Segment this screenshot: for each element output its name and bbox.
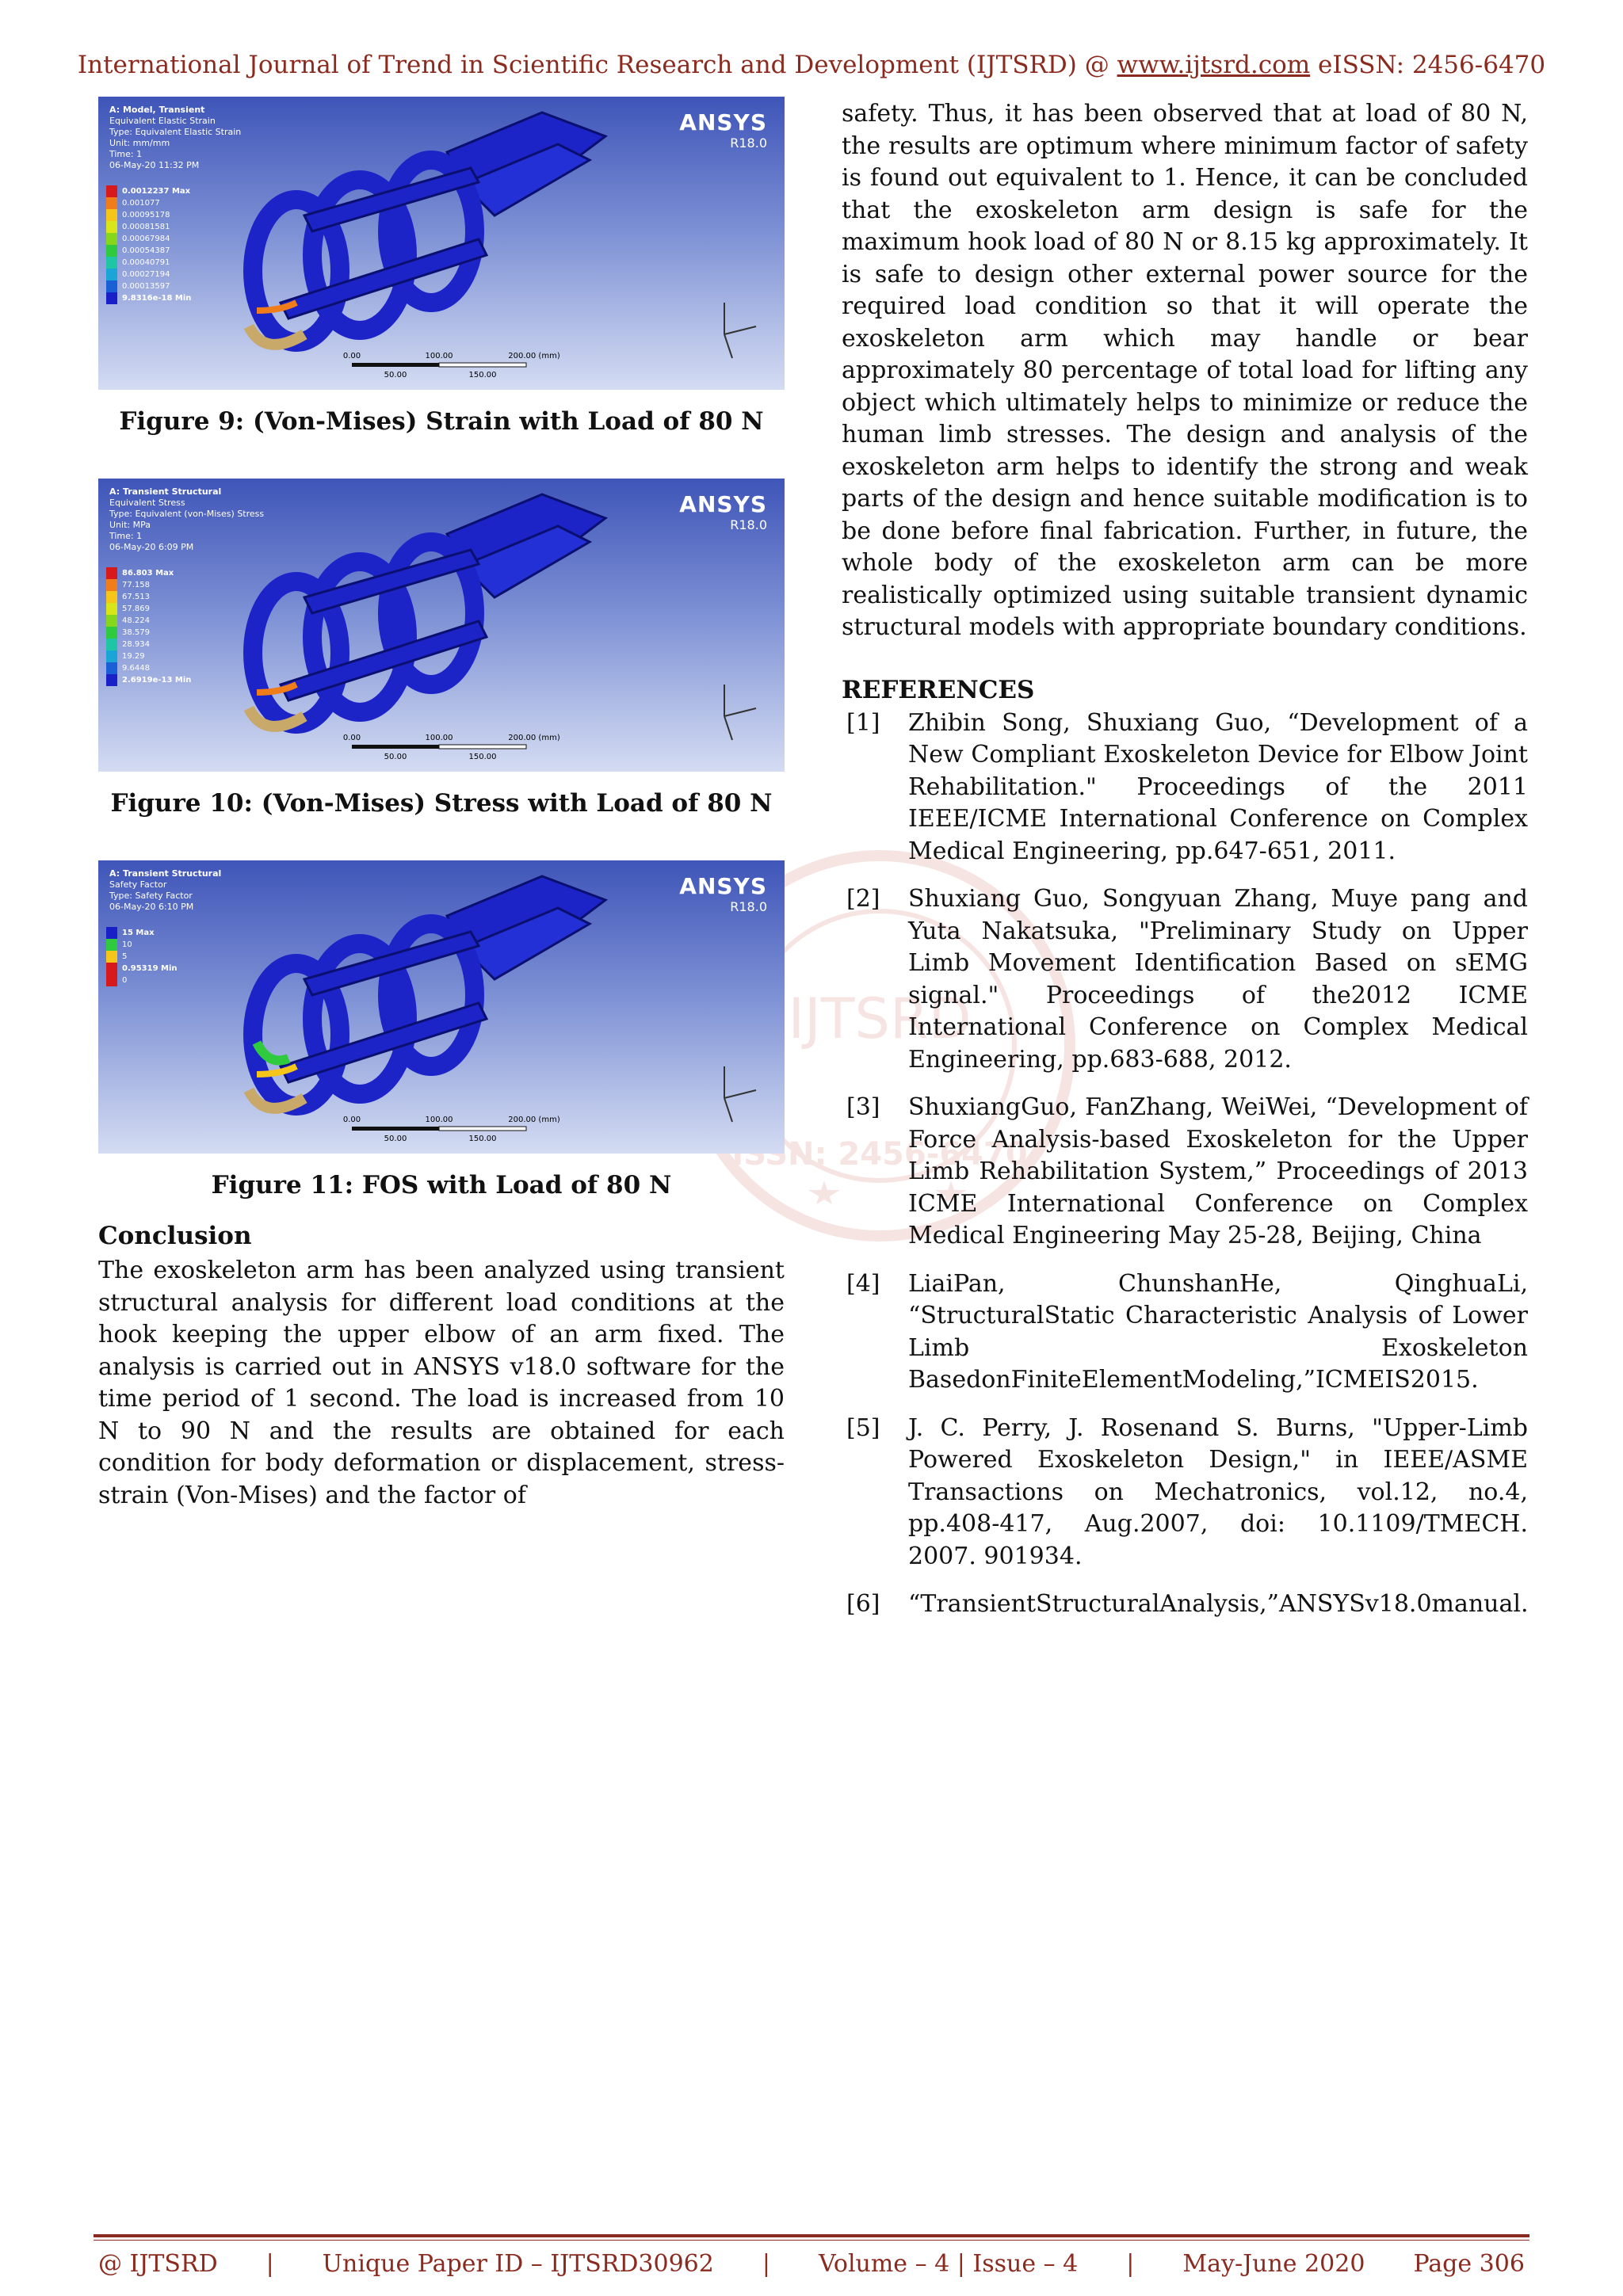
figure-9-info-line: Equivalent Elastic Strain [109,116,216,126]
page-footer [98,2250,1525,2278]
footer-volume: Volume – 4 | Issue – 4 [818,2250,1079,2278]
figure-10-info-title: A: Transient Structural [109,486,222,497]
journal-link[interactable]: www.ijtsrd.com [1117,51,1311,79]
reference-number: [3] [846,1093,880,1121]
color-scale-row [106,974,178,986]
figure-10-info-line: Unit: MPa [109,520,151,530]
reference-number: [5] [846,1413,880,1442]
figure-9-color-scale [106,185,191,304]
journal-header [0,51,1623,79]
figure-9-info-title: A: Model, Transient [109,105,205,115]
reference-item [842,1092,1528,1253]
figure-11-scale-ruler [336,1112,590,1147]
ruler-tick: 200.00 (mm) [508,352,560,360]
figure-9-info-line: 06-May-20 11:32 PM [109,160,200,170]
color-scale-row [106,674,191,686]
color-swatch [106,639,117,650]
ansys-logo [679,873,767,914]
color-scale-row [106,639,191,650]
figure-10-caption: Figure 10: (Von-Mises) Stress with Load of 80 N [110,789,773,818]
color-scale-label: 10 [122,940,132,949]
color-swatch [106,269,117,280]
reference-text: “TransientStructuralAnalysis,”ANSYSv18.0manual. [908,1590,1529,1618]
color-swatch [106,674,117,686]
color-scale-label: 9.6448 [122,664,150,673]
figure-11-info-title: A: Transient Structural [109,868,222,879]
ruler-tick: 150.00 [468,753,497,761]
color-swatch [106,209,117,221]
color-scale-row [106,197,191,209]
color-scale-row [106,292,191,304]
footer-paper-id: Unique Paper ID – IJTSRD30962 [322,2250,714,2278]
figure-10-image [98,479,785,772]
color-scale-label: 19.29 [122,652,145,661]
ruler-tick: 200.00 (mm) [508,1116,560,1124]
color-swatch [106,579,117,591]
left-column [98,97,785,1512]
figure-9-caption: Figure 9: (Von-Mises) Strain with Load of 80 N [119,407,764,436]
footer-date: May-June 2020 [1182,2250,1365,2278]
ruler-tick: 0.00 [342,352,361,360]
color-swatch [106,221,117,233]
color-swatch [106,591,117,603]
reference-item [842,1268,1528,1397]
figure-11-caption: Figure 11: FOS with Load of 80 N [211,1171,672,1199]
figure-9-image [98,97,785,390]
figure-10-info-line: Time: 1 [109,531,143,541]
color-swatch [106,939,117,951]
reference-item [842,1413,1528,1573]
figure-11-color-scale [106,927,178,986]
color-scale-label: 86.803 Max [122,569,174,578]
footer-journal: @ IJTSRD [98,2250,218,2278]
ruler-tick: 50.00 [384,371,407,379]
color-swatch [106,245,117,257]
reference-number: [2] [846,885,880,913]
reference-text: Shuxiang Guo, Songyuan Zhang, Muye pang and Yuta Nakatsuka, "Preliminary Study on Upper Limb Movement Identification Based on sEMG signal." Proceedings of the2012 ICME International Conference on Complex Medical Engineering, pp.683-688, 2012. [908,885,1528,1074]
references-list [842,707,1528,1621]
color-scale-row [106,591,191,603]
ruler-tick: 100.00 [425,734,453,742]
color-scale-label: 0.00095178 [122,211,170,219]
reference-item [842,1589,1528,1621]
color-swatch [106,627,117,639]
color-scale-row [106,662,191,674]
ruler-tick: 50.00 [384,753,407,761]
figure-10-scale-ruler [336,730,590,765]
color-swatch [106,963,117,974]
color-swatch [106,951,117,963]
color-scale-row [106,185,191,197]
ruler-tick: 0.00 [342,734,361,742]
conclusion-heading: Conclusion [98,1222,252,1250]
reference-number: [6] [846,1590,880,1618]
color-scale-row [106,245,191,257]
figure-10-info-line: Equivalent Stress [109,498,185,508]
figure-11-info-line: Safety Factor [109,879,167,890]
color-scale-label: 0.0012237 Max [122,187,191,196]
ruler-tick: 150.00 [468,371,497,379]
ruler-tick: 200.00 (mm) [508,734,560,742]
color-scale-row [106,233,191,245]
figure-10-color-scale [106,567,191,686]
footer-divider [94,2234,1529,2237]
ansys-brand: ANSYS [679,491,767,517]
color-scale-row [106,221,191,233]
color-scale-label: 77.158 [122,581,150,589]
color-swatch [106,197,117,209]
ruler-tick: 100.00 [425,352,453,360]
reference-text: Zhibin Song, Shuxiang Guo, “Development of a New Compliant Exoskeleton Device for Elbow Joint Rehabilitation." Proceedings of the 2011 IEEE/ICME International Conference on Complex Medical Engineering, pp.647-651, 2011. [908,708,1528,865]
right-column [842,98,1528,1637]
color-swatch [106,650,117,662]
figure-9-info-line: Unit: mm/mm [109,138,170,148]
color-swatch [106,257,117,269]
color-swatch [106,662,117,674]
color-swatch [106,974,117,986]
color-scale-label: 0.00054387 [122,246,170,255]
color-scale-label: 15 Max [122,929,155,937]
reference-item [842,707,1528,868]
reference-item [842,883,1528,1076]
color-swatch [106,927,117,939]
header-suffix: eISSN: 2456-6470 [1310,51,1546,79]
footer-separator: | [762,2250,770,2278]
color-scale-row [106,615,191,627]
color-scale-row [106,927,178,939]
color-scale-label: 2.6919e-13 Min [122,676,192,685]
figure-10 [98,479,785,818]
figure-11-image [98,860,785,1154]
reference-text: LiaiPan, ChunshanHe, QinghuaLi, “StructuralStatic Characteristic Analysis of Lower Limb Exoskeleton BasedonFiniteElementModeling,”ICMEIS2015. [908,1269,1528,1394]
ansys-version: R18.0 [730,899,767,914]
ansys-logo [679,491,767,532]
color-swatch [106,233,117,245]
color-scale-row [106,603,191,615]
figure-10-info-line: Type: Equivalent (von-Mises) Stress [109,509,265,519]
color-scale-row [106,567,191,579]
color-swatch [106,567,117,579]
figure-9 [98,97,785,436]
header-prefix: International Journal of Trend in Scientific Research and Development (IJTSRD) @ [77,51,1117,79]
reference-text: ShuxiangGuo, FanZhang, WeiWei, “Development of Force Analysis-based Exoskeleton for the Upper Limb Rehabilitation System,” Proceedings of 2013 ICME International Conference on Complex Medical Engineering May 25-28, Beijing, China [908,1093,1528,1249]
figure-9-info-line: Time: 1 [109,149,143,159]
color-scale-row [106,963,178,974]
conclusion-paragraph: The exoskeleton arm has been analyzed using transient structural analysis for different load conditions at the hook keeping the upper elbow of an arm fixed. The analysis is carried out in ANSYS v18.0 software for the time period of 1 second. The load is increased from 10 N to 90 N and the results are obtained for each condition for body deformation or displacement, stress- strain (Von-Mises) and the factor of [98,1257,785,1509]
conclusion-continued-paragraph: safety. Thus, it has been observed that at load of 80 N, the results are optimum where minimum factor of safety is found out equivalent to 1. Hence, it can be concluded that the exoskeleton arm design is safe for the maximum hook load of 80 N or 8.15 kg approximately. It is safe to design other external power source for the required load condition so that it will operate the exoskeleton arm which may handle or bear approximately 80 percentage of total load for lifting any object which ultimately helps to minimize or reduce the human limb stresses. The design and analysis of the exoskeleton arm helps to identify the strong and weak parts of the design and hence suitable modification is to be done before final fabrication. Further, in future, the whole body of the exoskeleton arm can be more realistically optimized using suitable transient dynamic structural models with appropriate boundary conditions. [842,100,1528,641]
ruler-tick: 100.00 [425,1116,453,1124]
color-scale-label: 28.934 [122,640,150,649]
color-swatch [106,292,117,304]
ruler-tick: 150.00 [468,1135,497,1143]
color-scale-label: 0 [122,976,128,985]
figure-11-info-line: 06-May-20 6:10 PM [109,902,194,912]
footer-separator: | [265,2250,274,2278]
ansys-version: R18.0 [730,517,767,532]
ansys-logo [679,109,767,151]
references-heading: REFERENCES [842,675,1035,704]
color-scale-label: 38.579 [122,628,150,637]
color-scale-label: 0.00013597 [122,282,170,291]
figure-9-info [109,105,241,171]
ansys-brand: ANSYS [679,109,767,135]
color-scale-label: 0.00027194 [122,270,170,279]
reference-number: [4] [846,1269,880,1298]
footer-divider-thin [94,2240,1529,2241]
color-scale-row [106,257,191,269]
footer-separator: | [1126,2250,1135,2278]
color-scale-row [106,280,191,292]
figure-11 [98,860,785,1199]
color-scale-row [106,650,191,662]
color-scale-label: 0.00067984 [122,235,170,243]
reference-number: [1] [846,708,880,737]
color-scale-label: 0.001077 [122,199,160,208]
color-scale-label: 67.513 [122,593,150,601]
color-scale-label: 48.224 [122,616,150,625]
color-scale-label: 5 [122,952,128,961]
ansys-version: R18.0 [730,135,767,151]
color-scale-row [106,939,178,951]
ruler-tick: 0.00 [342,1116,361,1124]
watermark-text-2: ISSN: 2456-6470 [731,1136,1028,1173]
color-scale-row [106,579,191,591]
color-scale-label: 57.869 [122,605,150,613]
figure-9-scale-ruler [336,349,590,383]
figure-10-info [109,486,264,553]
ansys-brand: ANSYS [679,873,767,899]
color-scale-row [106,951,178,963]
color-swatch [106,280,117,292]
figure-10-info-line: 06-May-20 6:09 PM [109,542,194,552]
color-scale-label: 0.00081581 [122,223,170,231]
figure-11-info-line: Type: Safety Factor [109,891,193,901]
color-scale-label: 9.8316e-18 Min [122,294,192,303]
color-scale-label: 0.95319 Min [122,964,178,973]
color-scale-row [106,627,191,639]
footer-page: Page 306 [1413,2250,1525,2278]
figure-11-info [109,868,221,913]
figure-9-info-line: Type: Equivalent Elastic Strain [109,127,242,137]
ruler-tick: 50.00 [384,1135,407,1143]
watermark-text-1: IJTSRD [788,986,972,1051]
color-swatch [106,615,117,627]
reference-text: J. C. Perry, J. Rosenand S. Burns, "Upper-Limb Powered Exoskeleton Design," in IEEE/ASME Transactions on Mechatronics, vol.12, no.4, pp.408-417, Aug.2007, doi: 10.1109/TMECH. 2007. 901934. [908,1413,1528,1570]
color-swatch [106,185,117,197]
color-swatch [106,603,117,615]
color-scale-row [106,269,191,280]
color-scale-label: 0.00040791 [122,258,170,267]
color-scale-row [106,209,191,221]
